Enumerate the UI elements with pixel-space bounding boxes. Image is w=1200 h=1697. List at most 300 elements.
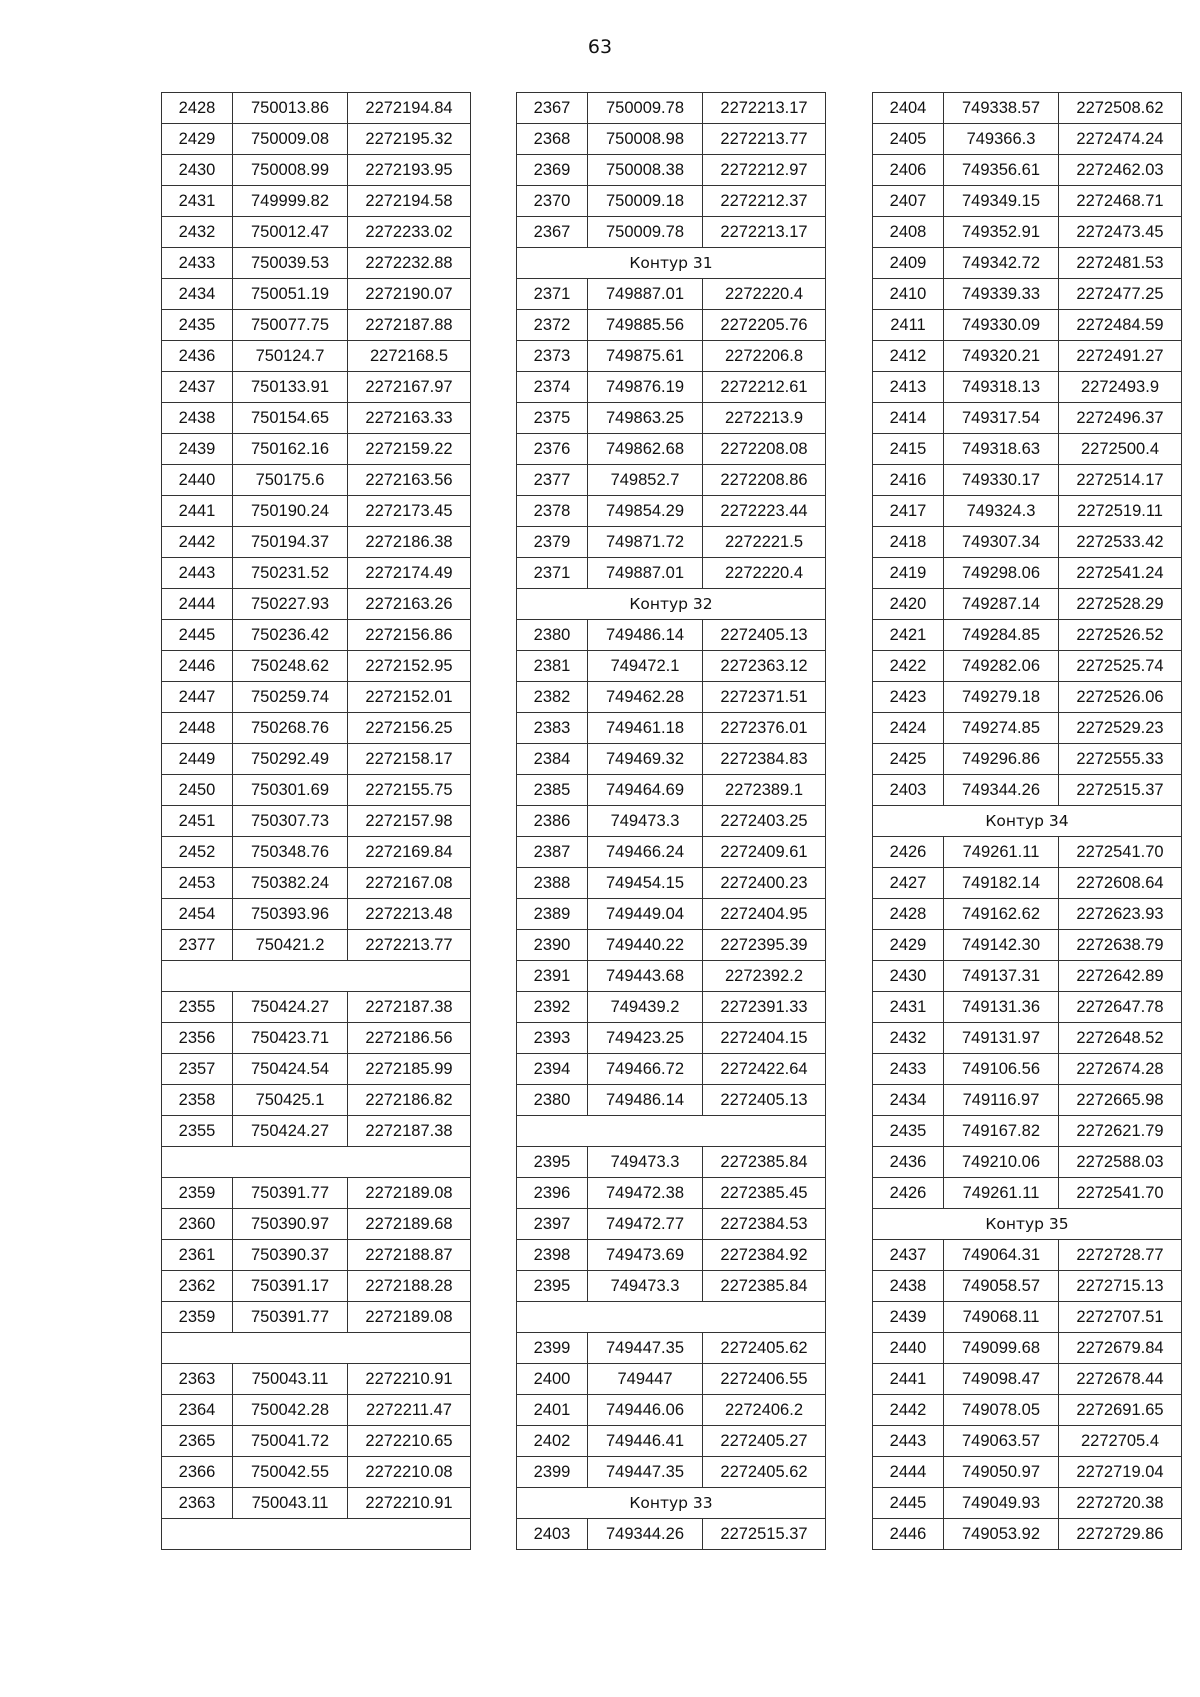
x-coordinate-cell: 749063.57 — [944, 1426, 1059, 1457]
point-number-cell: 2367 — [517, 217, 588, 248]
x-coordinate-cell: 749344.26 — [944, 775, 1059, 806]
x-coordinate-cell: 749472.1 — [588, 651, 703, 682]
point-number-cell: 2430 — [162, 155, 233, 186]
table-row — [162, 1395, 471, 1426]
section-header-row — [162, 1333, 471, 1364]
x-coordinate-cell: 749472.77 — [588, 1209, 703, 1240]
point-number-cell: 2367 — [517, 93, 588, 124]
y-coordinate-cell: 2272163.33 — [348, 403, 471, 434]
y-coordinate-cell: 2272194.84 — [348, 93, 471, 124]
table-row — [517, 403, 826, 434]
point-number-cell: 2444 — [873, 1457, 944, 1488]
y-coordinate-cell: 2272462.03 — [1059, 155, 1182, 186]
point-number-cell: 2411 — [873, 310, 944, 341]
y-coordinate-cell: 2272406.2 — [703, 1395, 826, 1426]
x-coordinate-cell: 750348.76 — [233, 837, 348, 868]
y-coordinate-cell: 2272385.84 — [703, 1271, 826, 1302]
table-row — [517, 93, 826, 124]
y-coordinate-cell: 2272500.4 — [1059, 434, 1182, 465]
table-row — [873, 1240, 1182, 1271]
x-coordinate-cell: 749862.68 — [588, 434, 703, 465]
y-coordinate-cell: 2272647.78 — [1059, 992, 1182, 1023]
point-number-cell: 2373 — [517, 341, 588, 372]
point-number-cell: 2407 — [873, 186, 944, 217]
table-row — [517, 1054, 826, 1085]
table-row — [517, 744, 826, 775]
contour-label: Контур 31 — [517, 248, 826, 279]
x-coordinate-cell: 749099.68 — [944, 1333, 1059, 1364]
point-number-cell: 2368 — [517, 124, 588, 155]
table-row — [162, 341, 471, 372]
point-number-cell: 2442 — [873, 1395, 944, 1426]
table-row — [162, 1302, 471, 1333]
contour-label — [517, 1116, 826, 1147]
x-coordinate-cell: 749875.61 — [588, 341, 703, 372]
table-row — [873, 186, 1182, 217]
y-coordinate-cell: 2272642.89 — [1059, 961, 1182, 992]
point-number-cell: 2426 — [873, 837, 944, 868]
table-row — [873, 868, 1182, 899]
y-coordinate-cell: 2272157.98 — [348, 806, 471, 837]
table-row — [873, 403, 1182, 434]
point-number-cell: 2405 — [873, 124, 944, 155]
table-row — [517, 155, 826, 186]
point-number-cell: 2453 — [162, 868, 233, 899]
y-coordinate-cell: 2272363.12 — [703, 651, 826, 682]
point-number-cell: 2420 — [873, 589, 944, 620]
point-number-cell: 2423 — [873, 682, 944, 713]
table-row — [517, 1178, 826, 1209]
table-row — [517, 1085, 826, 1116]
table-row — [873, 1333, 1182, 1364]
table-row — [162, 155, 471, 186]
point-number-cell: 2437 — [873, 1240, 944, 1271]
x-coordinate-cell: 749142.30 — [944, 930, 1059, 961]
x-coordinate-cell: 749274.85 — [944, 713, 1059, 744]
y-coordinate-cell: 2272208.08 — [703, 434, 826, 465]
y-coordinate-cell: 2272608.64 — [1059, 868, 1182, 899]
table-row — [517, 806, 826, 837]
x-coordinate-cell: 749342.72 — [944, 248, 1059, 279]
point-number-cell: 2437 — [162, 372, 233, 403]
table-row — [162, 527, 471, 558]
table-row — [162, 1085, 471, 1116]
x-coordinate-cell: 749854.29 — [588, 496, 703, 527]
x-coordinate-cell: 749366.3 — [944, 124, 1059, 155]
x-coordinate-cell: 750039.53 — [233, 248, 348, 279]
point-number-cell: 2422 — [873, 651, 944, 682]
x-coordinate-cell: 750259.74 — [233, 682, 348, 713]
table-row — [517, 1395, 826, 1426]
table-row — [517, 341, 826, 372]
y-coordinate-cell: 2272422.64 — [703, 1054, 826, 1085]
y-coordinate-cell: 2272405.62 — [703, 1457, 826, 1488]
x-coordinate-cell: 749131.36 — [944, 992, 1059, 1023]
y-coordinate-cell: 2272707.51 — [1059, 1302, 1182, 1333]
x-coordinate-cell: 749182.14 — [944, 868, 1059, 899]
x-coordinate-cell: 749330.09 — [944, 310, 1059, 341]
y-coordinate-cell: 2272152.01 — [348, 682, 471, 713]
x-coordinate-cell: 750154.65 — [233, 403, 348, 434]
x-coordinate-cell: 749472.38 — [588, 1178, 703, 1209]
point-number-cell: 2429 — [162, 124, 233, 155]
x-coordinate-cell: 749282.06 — [944, 651, 1059, 682]
point-number-cell: 2381 — [517, 651, 588, 682]
x-coordinate-cell: 750390.37 — [233, 1240, 348, 1271]
table-row — [517, 1426, 826, 1457]
y-coordinate-cell: 2272194.58 — [348, 186, 471, 217]
y-coordinate-cell: 2272210.91 — [348, 1364, 471, 1395]
x-coordinate-cell: 749058.57 — [944, 1271, 1059, 1302]
x-coordinate-cell: 750041.72 — [233, 1426, 348, 1457]
x-coordinate-cell: 749116.97 — [944, 1085, 1059, 1116]
table-row — [873, 1054, 1182, 1085]
y-coordinate-cell: 2272185.99 — [348, 1054, 471, 1085]
table-row — [873, 589, 1182, 620]
table-row — [517, 186, 826, 217]
y-coordinate-cell: 2272715.13 — [1059, 1271, 1182, 1302]
y-coordinate-cell: 2272159.22 — [348, 434, 471, 465]
x-coordinate-cell: 750043.11 — [233, 1488, 348, 1519]
section-header-row — [517, 248, 826, 279]
table-row — [873, 1364, 1182, 1395]
table-row — [873, 1271, 1182, 1302]
point-number-cell: 2446 — [162, 651, 233, 682]
table-row — [162, 1178, 471, 1209]
x-coordinate-cell: 750190.24 — [233, 496, 348, 527]
table-row — [162, 620, 471, 651]
table-row — [517, 217, 826, 248]
point-number-cell: 2427 — [873, 868, 944, 899]
section-header-row — [517, 1116, 826, 1147]
table-row — [873, 1457, 1182, 1488]
page-number: 63 — [587, 36, 613, 58]
y-coordinate-cell: 2272167.97 — [348, 372, 471, 403]
x-coordinate-cell: 749473.69 — [588, 1240, 703, 1271]
x-coordinate-cell: 749464.69 — [588, 775, 703, 806]
point-number-cell: 2428 — [162, 93, 233, 124]
y-coordinate-cell: 2272541.24 — [1059, 558, 1182, 589]
table-row — [162, 124, 471, 155]
point-number-cell: 2360 — [162, 1209, 233, 1240]
point-number-cell: 2357 — [162, 1054, 233, 1085]
table-row — [517, 310, 826, 341]
y-coordinate-cell: 2272187.38 — [348, 992, 471, 1023]
table-row — [873, 682, 1182, 713]
point-number-cell: 2445 — [162, 620, 233, 651]
table-row — [517, 1457, 826, 1488]
table-row — [162, 713, 471, 744]
table-row — [162, 217, 471, 248]
y-coordinate-cell: 2272474.24 — [1059, 124, 1182, 155]
point-number-cell: 2435 — [873, 1116, 944, 1147]
table-row — [873, 1395, 1182, 1426]
point-number-cell: 2394 — [517, 1054, 588, 1085]
table-row — [517, 1364, 826, 1395]
x-coordinate-cell: 750391.17 — [233, 1271, 348, 1302]
x-coordinate-cell: 749261.11 — [944, 837, 1059, 868]
y-coordinate-cell: 2272186.56 — [348, 1023, 471, 1054]
y-coordinate-cell: 2272212.61 — [703, 372, 826, 403]
x-coordinate-cell: 749473.3 — [588, 806, 703, 837]
x-coordinate-cell: 749999.82 — [233, 186, 348, 217]
table-row — [162, 1023, 471, 1054]
table-row — [873, 744, 1182, 775]
point-number-cell: 2430 — [873, 961, 944, 992]
point-number-cell: 2370 — [517, 186, 588, 217]
table-row — [873, 930, 1182, 961]
y-coordinate-cell: 2272189.08 — [348, 1302, 471, 1333]
table-row — [517, 1271, 826, 1302]
y-coordinate-cell: 2272195.32 — [348, 124, 471, 155]
y-coordinate-cell: 2272400.23 — [703, 868, 826, 899]
y-coordinate-cell: 2272404.15 — [703, 1023, 826, 1054]
y-coordinate-cell: 2272206.8 — [703, 341, 826, 372]
point-number-cell: 2412 — [873, 341, 944, 372]
y-coordinate-cell: 2272188.28 — [348, 1271, 471, 1302]
table-row — [162, 992, 471, 1023]
y-coordinate-cell: 2272404.95 — [703, 899, 826, 930]
y-coordinate-cell: 2272526.52 — [1059, 620, 1182, 651]
table-row — [873, 496, 1182, 527]
point-number-cell: 2404 — [873, 93, 944, 124]
y-coordinate-cell: 2272223.44 — [703, 496, 826, 527]
x-coordinate-cell: 750077.75 — [233, 310, 348, 341]
point-number-cell: 2442 — [162, 527, 233, 558]
point-number-cell: 2376 — [517, 434, 588, 465]
point-number-cell: 2446 — [873, 1519, 944, 1550]
table-row — [162, 1488, 471, 1519]
table-row — [162, 1116, 471, 1147]
x-coordinate-cell: 749078.05 — [944, 1395, 1059, 1426]
y-coordinate-cell: 2272528.29 — [1059, 589, 1182, 620]
y-coordinate-cell: 2272186.38 — [348, 527, 471, 558]
point-number-cell: 2379 — [517, 527, 588, 558]
point-number-cell: 2431 — [873, 992, 944, 1023]
point-number-cell: 2440 — [873, 1333, 944, 1364]
table-row — [517, 1240, 826, 1271]
y-coordinate-cell: 2272174.49 — [348, 558, 471, 589]
contour-label: Контур 34 — [873, 806, 1182, 837]
x-coordinate-cell: 749466.72 — [588, 1054, 703, 1085]
point-number-cell: 2450 — [162, 775, 233, 806]
point-number-cell: 2374 — [517, 372, 588, 403]
table-row — [162, 744, 471, 775]
point-number-cell: 2355 — [162, 992, 233, 1023]
y-coordinate-cell: 2272588.03 — [1059, 1147, 1182, 1178]
y-coordinate-cell: 2272541.70 — [1059, 837, 1182, 868]
x-coordinate-cell: 749440.22 — [588, 930, 703, 961]
y-coordinate-cell: 2272514.17 — [1059, 465, 1182, 496]
table-row — [873, 310, 1182, 341]
x-coordinate-cell: 749344.26 — [588, 1519, 703, 1550]
point-number-cell: 2424 — [873, 713, 944, 744]
table-row — [517, 1333, 826, 1364]
x-coordinate-cell: 750231.52 — [233, 558, 348, 589]
y-coordinate-cell: 2272155.75 — [348, 775, 471, 806]
point-number-cell: 2371 — [517, 279, 588, 310]
x-coordinate-cell: 749049.93 — [944, 1488, 1059, 1519]
point-number-cell: 2380 — [517, 1085, 588, 1116]
y-coordinate-cell: 2272385.45 — [703, 1178, 826, 1209]
y-coordinate-cell: 2272156.86 — [348, 620, 471, 651]
y-coordinate-cell: 2272210.65 — [348, 1426, 471, 1457]
point-number-cell: 2413 — [873, 372, 944, 403]
point-number-cell: 2421 — [873, 620, 944, 651]
x-coordinate-cell: 750391.77 — [233, 1178, 348, 1209]
x-coordinate-cell: 750124.7 — [233, 341, 348, 372]
point-number-cell: 2448 — [162, 713, 233, 744]
point-number-cell: 2356 — [162, 1023, 233, 1054]
x-coordinate-cell: 750390.97 — [233, 1209, 348, 1240]
point-number-cell: 2366 — [162, 1457, 233, 1488]
x-coordinate-cell: 750008.38 — [588, 155, 703, 186]
y-coordinate-cell: 2272391.33 — [703, 992, 826, 1023]
point-number-cell: 2372 — [517, 310, 588, 341]
y-coordinate-cell: 2272484.59 — [1059, 310, 1182, 341]
x-coordinate-cell: 749449.04 — [588, 899, 703, 930]
x-coordinate-cell: 750051.19 — [233, 279, 348, 310]
y-coordinate-cell: 2272638.79 — [1059, 930, 1182, 961]
x-coordinate-cell: 749261.11 — [944, 1178, 1059, 1209]
x-coordinate-cell: 750421.2 — [233, 930, 348, 961]
y-coordinate-cell: 2272205.76 — [703, 310, 826, 341]
y-coordinate-cell: 2272213.17 — [703, 217, 826, 248]
point-number-cell: 2406 — [873, 155, 944, 186]
table-row — [873, 558, 1182, 589]
point-number-cell: 2358 — [162, 1085, 233, 1116]
x-coordinate-cell: 749486.14 — [588, 620, 703, 651]
point-number-cell: 2454 — [162, 899, 233, 930]
table-row — [873, 1023, 1182, 1054]
table-row — [873, 837, 1182, 868]
table-row — [873, 341, 1182, 372]
y-coordinate-cell: 2272729.86 — [1059, 1519, 1182, 1550]
x-coordinate-cell: 750194.37 — [233, 527, 348, 558]
point-number-cell: 2363 — [162, 1364, 233, 1395]
point-number-cell: 2365 — [162, 1426, 233, 1457]
y-coordinate-cell: 2272173.45 — [348, 496, 471, 527]
contour-label: Контур 35 — [873, 1209, 1182, 1240]
section-header-row — [873, 806, 1182, 837]
point-number-cell: 2399 — [517, 1457, 588, 1488]
contour-label — [517, 1302, 826, 1333]
point-number-cell: 2383 — [517, 713, 588, 744]
point-number-cell: 2449 — [162, 744, 233, 775]
y-coordinate-cell: 2272533.42 — [1059, 527, 1182, 558]
y-coordinate-cell: 2272405.13 — [703, 1085, 826, 1116]
x-coordinate-cell: 750307.73 — [233, 806, 348, 837]
point-number-cell: 2441 — [873, 1364, 944, 1395]
table-row — [162, 837, 471, 868]
point-number-cell: 2395 — [517, 1147, 588, 1178]
table-row — [162, 186, 471, 217]
y-coordinate-cell: 2272705.4 — [1059, 1426, 1182, 1457]
y-coordinate-cell: 2272156.25 — [348, 713, 471, 744]
x-coordinate-cell: 749447.35 — [588, 1333, 703, 1364]
y-coordinate-cell: 2272403.25 — [703, 806, 826, 837]
y-coordinate-cell: 2272515.37 — [703, 1519, 826, 1550]
x-coordinate-cell: 749284.85 — [944, 620, 1059, 651]
y-coordinate-cell: 2272163.26 — [348, 589, 471, 620]
point-number-cell: 2403 — [517, 1519, 588, 1550]
section-header-row — [517, 1488, 826, 1519]
x-coordinate-cell: 750382.24 — [233, 868, 348, 899]
coordinates-table-middle — [516, 92, 826, 1550]
x-coordinate-cell: 750227.93 — [233, 589, 348, 620]
x-coordinate-cell: 749317.54 — [944, 403, 1059, 434]
y-coordinate-cell: 2272409.61 — [703, 837, 826, 868]
x-coordinate-cell: 749167.82 — [944, 1116, 1059, 1147]
table-row — [873, 961, 1182, 992]
section-header-row — [162, 1519, 471, 1550]
x-coordinate-cell: 749287.14 — [944, 589, 1059, 620]
section-header-row — [162, 961, 471, 992]
table-row — [517, 372, 826, 403]
point-number-cell: 2414 — [873, 403, 944, 434]
table-row — [873, 713, 1182, 744]
x-coordinate-cell: 749885.56 — [588, 310, 703, 341]
table-row — [162, 248, 471, 279]
x-coordinate-cell: 749320.21 — [944, 341, 1059, 372]
x-coordinate-cell: 749330.17 — [944, 465, 1059, 496]
y-coordinate-cell: 2272187.88 — [348, 310, 471, 341]
y-coordinate-cell: 2272384.92 — [703, 1240, 826, 1271]
point-number-cell: 2419 — [873, 558, 944, 589]
contour-label — [162, 1333, 471, 1364]
x-coordinate-cell: 750424.27 — [233, 1116, 348, 1147]
table-row — [873, 155, 1182, 186]
y-coordinate-cell: 2272541.70 — [1059, 1178, 1182, 1209]
x-coordinate-cell: 750008.99 — [233, 155, 348, 186]
table-row — [162, 465, 471, 496]
table-row — [162, 496, 471, 527]
x-coordinate-cell: 750009.78 — [588, 93, 703, 124]
table-row — [517, 961, 826, 992]
table-row — [517, 527, 826, 558]
point-number-cell: 2441 — [162, 496, 233, 527]
x-coordinate-cell: 750042.28 — [233, 1395, 348, 1426]
y-coordinate-cell: 2272525.74 — [1059, 651, 1182, 682]
point-number-cell: 2445 — [873, 1488, 944, 1519]
table-row — [873, 93, 1182, 124]
x-coordinate-cell: 750043.11 — [233, 1364, 348, 1395]
table-row — [517, 837, 826, 868]
table-row — [873, 1147, 1182, 1178]
point-number-cell: 2431 — [162, 186, 233, 217]
y-coordinate-cell: 2272189.08 — [348, 1178, 471, 1209]
x-coordinate-cell: 749349.15 — [944, 186, 1059, 217]
x-coordinate-cell: 750268.76 — [233, 713, 348, 744]
point-number-cell: 2451 — [162, 806, 233, 837]
point-number-cell: 2393 — [517, 1023, 588, 1054]
x-coordinate-cell: 749106.56 — [944, 1054, 1059, 1085]
table-row — [162, 806, 471, 837]
x-coordinate-cell: 750162.16 — [233, 434, 348, 465]
y-coordinate-cell: 2272648.52 — [1059, 1023, 1182, 1054]
y-coordinate-cell: 2272208.86 — [703, 465, 826, 496]
y-coordinate-cell: 2272213.9 — [703, 403, 826, 434]
table-row — [873, 1178, 1182, 1209]
table-row — [517, 434, 826, 465]
y-coordinate-cell: 2272468.71 — [1059, 186, 1182, 217]
table-row — [873, 465, 1182, 496]
x-coordinate-cell: 749446.41 — [588, 1426, 703, 1457]
table-row — [873, 899, 1182, 930]
x-coordinate-cell: 749279.18 — [944, 682, 1059, 713]
y-coordinate-cell: 2272405.13 — [703, 620, 826, 651]
y-coordinate-cell: 2272210.91 — [348, 1488, 471, 1519]
